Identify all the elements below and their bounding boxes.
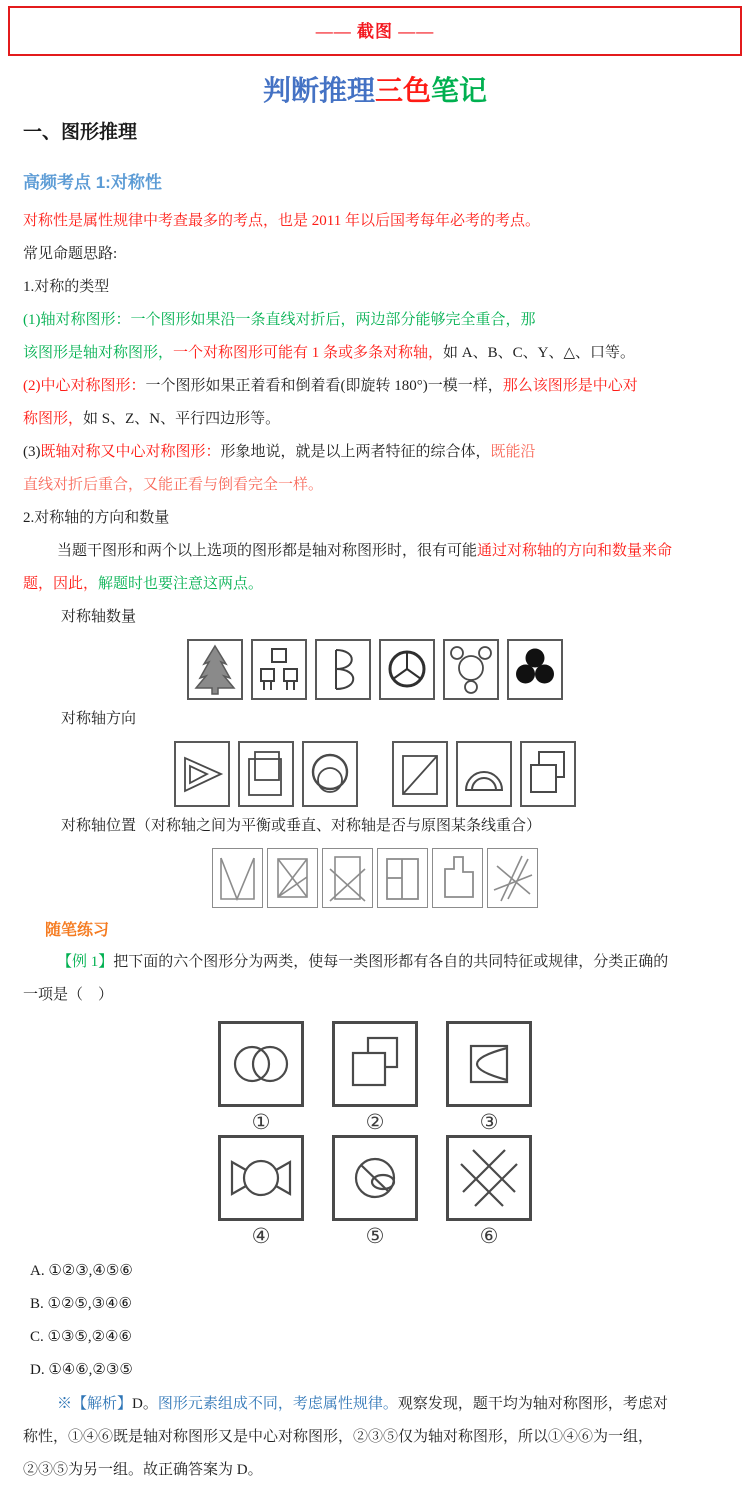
example-question-line2: 一项是（ ） xyxy=(23,987,114,1003)
window-panes-figure xyxy=(377,848,428,908)
topic-heading: 高频考点 1:对称性 xyxy=(23,173,162,192)
label-axis-direction: 对称轴方向 xyxy=(61,711,137,727)
screenshot-banner xyxy=(8,6,742,56)
benz-logo-figure xyxy=(379,639,435,700)
overlapping-squares-figure xyxy=(520,741,576,807)
option-b: B. ①②⑤,③④⑥ xyxy=(30,1296,132,1312)
double-arch-figure xyxy=(456,741,512,807)
v-in-frame-figure xyxy=(212,848,263,908)
square-diagonal-figure xyxy=(392,741,448,807)
example-label-4: ④ xyxy=(251,1224,271,1248)
paragraph-central-1: (2)中心对称图形：一个图形如果正着看和倒着看(即旋转 180°)一模一样，那么该图形是中心对 xyxy=(23,378,638,394)
paragraph-intro: 对称性是属性规律中考查最多的考点，也是 2011 年以后国考每年必考的考点。 xyxy=(23,213,540,229)
paragraph-axial-2: 该图形是轴对称图形，一个对称图形可能有 1 条或多条对称轴，如 A、B、C、Y、△、口等。 xyxy=(23,345,635,361)
circle-trio-figure xyxy=(443,639,499,700)
title-part-green: 笔记 xyxy=(431,76,488,107)
example-item-5 xyxy=(332,1135,418,1249)
example-label-5: ⑤ xyxy=(365,1224,385,1248)
circle-chord-ellipse-figure xyxy=(332,1135,418,1221)
title-part-red: 三色 xyxy=(374,76,431,107)
option-d: D. ①④⑥,②③⑤ xyxy=(30,1362,133,1378)
example-label-6: ⑥ xyxy=(479,1224,499,1248)
pin-structure-figure xyxy=(251,639,307,700)
candy-figure xyxy=(218,1135,304,1221)
practice-heading: 随笔练习 xyxy=(45,922,110,939)
solution-line-3: ②③⑤为另一组。故正确答案为 D。 xyxy=(23,1462,263,1478)
page-title xyxy=(0,75,750,109)
paragraph-central-2: 称图形，如 S、Z、N、平行四边形等。 xyxy=(23,411,281,427)
solution-line-1: ※【解析】D。图形元素组成不同，考虑属性规律。观察发现，题干均为轴对称图形，考虑对 xyxy=(57,1396,668,1412)
title-part-blue: 判断推理 xyxy=(262,76,375,107)
example-figure-grid xyxy=(23,1021,727,1249)
step-polygon-figure xyxy=(432,848,483,908)
paragraph-axis-1: 当题干图形和两个以上选项的图形都是轴对称图形时，很有可能通过对称轴的方向和数量来命 xyxy=(57,543,673,559)
kite-diagonals-figure xyxy=(267,848,318,908)
example-item-3 xyxy=(446,1021,532,1135)
example-label-3: ③ xyxy=(479,1110,499,1134)
solution-line-2: 称性，①④⑥既是轴对称图形又是中心对称图形，②③⑤仅为轴对称图形，所以①④⑥为一组， xyxy=(23,1429,654,1445)
example-item-6 xyxy=(446,1135,532,1249)
square-with-arc-figure xyxy=(446,1021,532,1107)
example-item-1 xyxy=(218,1021,304,1135)
line-star-figure xyxy=(487,848,538,908)
banner-label: —— 截图 —— xyxy=(315,22,435,41)
figure-row-axis-direction xyxy=(23,741,727,807)
example-label-2: ② xyxy=(365,1110,385,1134)
paragraph-axis-head: 2.对称轴的方向和数量 xyxy=(23,510,170,526)
paragraph-both-1: (3)既轴对称又中心对称图形：形象地说，就是以上两者特征的综合体，既能沿 xyxy=(23,444,536,460)
paragraph-both-2: 直线对折后重合，又能正看与倒看完全一样。 xyxy=(23,477,324,493)
paragraph-axial-1: (1)轴对称图形：一个图形如果沿一条直线对折后，两边部分能够完全重合，那 xyxy=(23,312,536,328)
nested-circles-figure xyxy=(302,741,358,807)
letter-b-figure xyxy=(315,639,371,700)
document-body xyxy=(0,119,750,1487)
example-item-4 xyxy=(218,1135,304,1249)
overlapping-squares-example-figure xyxy=(332,1021,418,1107)
example-grid-row-2 xyxy=(204,1135,546,1249)
solution-block xyxy=(23,1388,727,1487)
club-trefoil-figure xyxy=(507,639,563,700)
section-heading: 一、图形推理 xyxy=(23,122,138,143)
crossed-box-figure xyxy=(322,848,373,908)
example-label-1: ① xyxy=(251,1110,271,1134)
label-axis-count: 对称轴数量 xyxy=(61,609,137,625)
nested-squares-figure xyxy=(238,741,294,807)
paragraph-common: 常见命题思路: xyxy=(23,246,118,262)
example-grid-row-1 xyxy=(204,1021,546,1135)
label-axis-position: 对称轴位置（对称轴之间为平衡或垂直、对称轴是否与原图某条线重合） xyxy=(61,818,542,834)
document-page xyxy=(0,6,750,1487)
option-a: A. ①②③,④⑤⑥ xyxy=(30,1263,133,1279)
figure-row-axis-count xyxy=(23,639,727,700)
option-c: C. ①③⑤,②④⑥ xyxy=(30,1329,132,1345)
nested-triangles-figure xyxy=(174,741,230,807)
example-item-2 xyxy=(332,1021,418,1135)
paragraph-type-head: 1.对称的类型 xyxy=(23,279,110,295)
figure-row-axis-position xyxy=(23,848,727,908)
example-question-line1: 【例 1】把下面的六个图形分为两类，使每一类图形都有各自的共同特征或规律，分类正确的 xyxy=(57,954,669,970)
overlapping-circles-figure xyxy=(218,1021,304,1107)
paragraph-axis-2: 题，因此，解题时也要注意这两点。 xyxy=(23,576,264,592)
pine-tree-figure xyxy=(187,639,243,700)
double-x-lattice-figure xyxy=(446,1135,532,1221)
